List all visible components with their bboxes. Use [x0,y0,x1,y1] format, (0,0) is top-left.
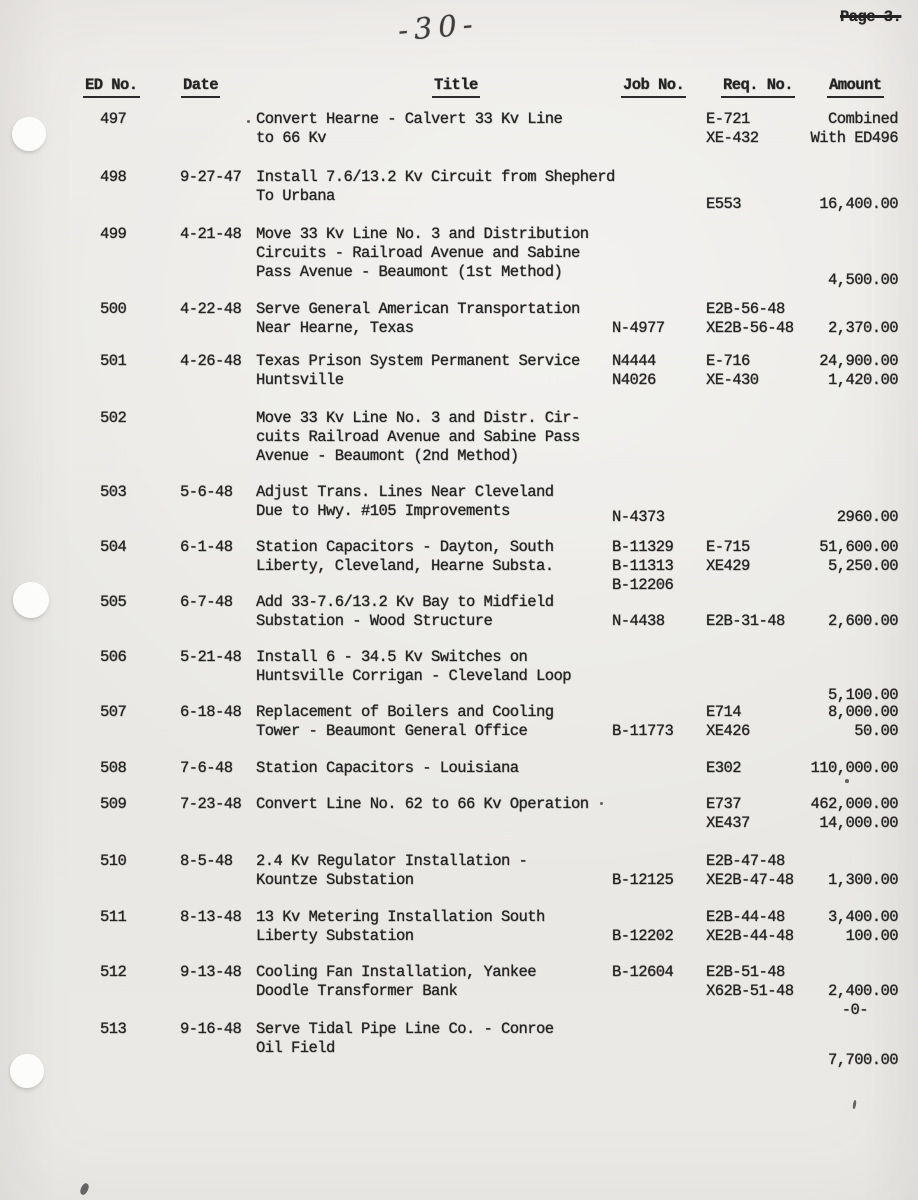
cell-ed [100,483,170,502]
cell-date [180,1020,258,1039]
cell-date [180,225,258,244]
cell-amount [778,300,898,338]
cell-title [256,759,614,778]
cell-title [256,1020,614,1058]
cell-line: 501 [100,352,127,370]
cell-title [256,703,614,741]
cell-line [778,176,898,195]
cell-line: With ED496 [810,129,898,147]
cell-line: Avenue - Beaumont (2nd Method) [256,447,519,465]
cell-line [612,852,706,871]
cell-title [256,648,614,686]
cell-date [180,352,258,371]
cell-line: 5-21-48 [180,648,242,666]
cell-ed [100,352,170,371]
cell-ed [100,759,170,778]
cell-line: Station Capacitors - Louisiana [256,759,519,777]
cell-line: 2.4 Kv Regulator Installation - [256,852,528,870]
cell-line: 100.00 [845,927,898,945]
punch-hole [10,1054,44,1088]
cell-line: Huntsville [256,371,344,389]
cell-line: 2,400.00 [827,982,898,1000]
cell-job [612,300,706,338]
cell-line: Due to Hwy. #105 Improvements [256,502,510,520]
column-header-job: Job No. [621,76,686,98]
cell-line: 505 [100,593,127,611]
cell-title [256,225,614,282]
cell-job [612,963,706,982]
cell-line: Convert Hearne - Calvert 33 Kv Line [256,110,563,128]
cell-line: 3,400.00 [827,908,898,926]
cell-line: 1,300.00 [827,871,898,889]
cell-line: 2960.00 [836,508,898,526]
cell-line: XE429 [706,557,750,575]
cell-line [778,852,898,871]
column-header-ed: ED No. [83,76,140,98]
cell-ed [100,225,170,244]
cell-line: 510 [100,852,127,870]
cell-line: XE2B-44-48 [706,927,794,945]
cell-line: 509 [100,795,127,813]
cell-line: XE2B-56-48 [706,319,794,337]
cell-line: E-716 [706,352,750,370]
cell-amount [778,489,898,527]
cell-ed [100,648,170,667]
ink-speck [79,1182,90,1196]
cell-amount [778,703,898,741]
cell-line: E-715 [706,538,750,556]
cell-job [612,908,706,946]
cell-line: 7-23-48 [180,795,242,813]
cell-line: N4444 [612,352,656,370]
cell-line: Doodle Transformer Bank [256,982,458,1000]
cell-line [778,489,898,508]
handwritten-page-number: -30- [396,6,480,48]
cell-job [612,852,706,890]
ink-speck [852,1100,857,1109]
cell-line [612,300,706,319]
cell-line: E302 [706,759,742,777]
cell-line: Station Capacitors - Dayton, South [256,538,554,556]
cell-line [612,703,706,722]
cell-amount [778,648,898,705]
cell-title [256,483,614,521]
cell-title [256,168,614,206]
cell-line: 5-6-48 [180,483,233,501]
cell-line: 4-26-48 [180,352,242,370]
cell-line [778,593,898,612]
cell-line: Install 6 - 34.5 Kv Switches on [256,648,528,666]
punch-hole [12,117,46,151]
cell-line: XE437 [706,814,750,832]
cell-line: 24,900.00 [819,352,898,370]
cell-line: 9-27-47 [180,168,242,186]
cell-date [180,648,258,667]
cell-ed [100,300,170,319]
cell-ed [100,1020,170,1039]
cell-ed [100,409,170,428]
cell-title [256,409,614,466]
cell-title [256,300,614,338]
cell-amount [778,908,898,946]
cell-line: 8-5-48 [180,852,233,870]
cell-amount [778,233,898,290]
cell-amount [778,759,898,778]
cell-line [778,648,898,667]
typed-page-label-struck: Page 3. [840,8,902,26]
cell-date [180,852,258,871]
cell-line: Add 33-7.6/13.2 Kv Bay to Midfield [256,593,554,611]
cell-line: 9-13-48 [180,963,242,981]
cell-line: N-4977 [612,319,665,337]
cell-amount [778,110,898,148]
column-header-date: Date [181,76,220,98]
cell-line: B-12206 [612,576,674,594]
cell-line: 513 [100,1020,127,1038]
cell-line: Combined [827,110,898,128]
cell-ed [100,703,170,722]
cell-line: E2B-51-48 [706,963,785,981]
cell-line: Substation - Wood Structure [256,612,493,630]
column-header-title: Title [432,76,480,98]
cell-amount [778,1013,898,1070]
cell-line: Replacement of Boilers and Cooling [256,703,554,721]
cell-date [180,795,258,814]
cell-line: XE426 [706,722,750,740]
cell-line: Kountze Substation [256,871,414,889]
cell-job [612,593,706,631]
cell-line: 512 [100,963,127,981]
cell-line: Circuits - Railroad Avenue and Sabine [256,244,580,262]
cell-date [180,168,258,187]
cell-ed [100,963,170,982]
cell-line: 503 [100,483,127,501]
cell-line: 4-22-48 [180,300,242,318]
cell-line: Install 7.6/13.2 Kv Circuit from Shepherd [256,168,615,186]
cell-line: To Urbana [256,187,335,205]
cell-date [180,538,258,557]
cell-line: Liberty, Cleveland, Hearne Substa. [256,557,554,575]
cell-line: 13 Kv Metering Installation South [256,908,545,926]
punch-hole [13,582,49,618]
cell-title [256,795,614,814]
cell-line: XE2B-47-48 [706,871,794,889]
cell-amount [778,795,898,833]
cell-line: 6-7-48 [180,593,233,611]
cell-line: E553 [706,195,742,213]
cell-amount [778,593,898,631]
cell-line: 6-1-48 [180,538,233,556]
cell-line: B-12604 [612,963,674,981]
cell-line: 499 [100,225,127,243]
cell-line: Serve General American Transportation [256,300,580,318]
cell-line: 497 [100,110,127,128]
cell-line: 507 [100,703,127,721]
cell-line: 2,600.00 [827,612,898,630]
cell-line: 7-6-48 [180,759,233,777]
cell-line: B-12202 [612,927,674,945]
cell-line: B-11313 [612,557,674,575]
cell-line: 8,000.00 [827,703,898,721]
cell-title [256,110,614,148]
cell-line [778,1032,898,1051]
cell-job [612,538,706,595]
cell-line: XE-430 [706,371,759,389]
cell-title [256,593,614,631]
cell-line: Oil Field [256,1039,335,1057]
cell-line [778,300,898,319]
cell-line: E2B-44-48 [706,908,785,926]
cell-date [180,963,258,982]
cell-line: 4-21-48 [180,225,242,243]
cell-line: Move 33 Kv Line No. 3 and Distribution [256,225,589,243]
cell-line: 1,420.00 [827,371,898,389]
cell-line: N-4438 [612,612,665,630]
cell-ed [100,168,170,187]
cell-amount [778,963,898,1020]
cell-line: -0- [841,1001,868,1019]
cell-line: Convert Line No. 62 to 66 Kv Operation [256,795,589,813]
cell-line: 51,600.00 [819,538,898,556]
cell-line: XE-432 [706,129,759,147]
cell-line [778,233,898,252]
cell-line: Tower - Beaumont General Office [256,722,528,740]
cell-job [612,489,706,527]
cell-line: B-12125 [612,871,674,889]
cell-line: 506 [100,648,127,666]
cell-line: 502 [100,409,127,427]
cell-date [180,703,258,722]
cell-date [180,908,258,927]
cell-line: 508 [100,759,127,777]
cell-line: to 66 Kv [256,129,327,147]
ink-speck [247,120,250,123]
column-header-amount: Amount [827,76,884,98]
cell-title [256,538,614,576]
cell-line: E737 [706,795,742,813]
cell-line: 462,000.00 [810,795,898,813]
cell-line: E2B-47-48 [706,852,785,870]
cell-line: 6-18-48 [180,703,242,721]
cell-date [180,300,258,319]
cell-ed [100,593,170,612]
cell-title [256,963,614,1001]
cell-ed [100,795,170,814]
cell-line [778,667,898,686]
column-header-req: Req. No. [721,76,795,98]
cell-line: 4,500.00 [827,271,898,289]
cell-line: Texas Prison System Permanent Service [256,352,580,370]
cell-line: 5,250.00 [827,557,898,575]
cell-line: E-721 [706,110,750,128]
cell-line: Huntsville Corrigan - Cleveland Loop [256,667,572,685]
cell-ed [100,110,170,129]
cell-line: 50.00 [854,722,898,740]
ink-speck [845,779,849,783]
cell-line: 16,400.00 [819,195,898,213]
cell-line [612,489,706,508]
cell-line: Near Hearne, Texas [256,319,414,337]
cell-line [778,252,898,271]
cell-line: N4026 [612,371,656,389]
cell-line: 504 [100,538,127,556]
cell-date [180,593,258,612]
cell-line [612,908,706,927]
cell-ed [100,852,170,871]
cell-line: Liberty Substation [256,927,414,945]
cell-line: X62B-51-48 [706,982,794,1000]
cell-line: 5,100.00 [827,686,898,704]
cell-job [612,352,706,390]
cell-line [612,593,706,612]
cell-date [180,759,258,778]
cell-line: B-11773 [612,722,674,740]
cell-line: 511 [100,908,127,926]
cell-line: E714 [706,703,742,721]
cell-line: cuits Railroad Avenue and Sabine Pass [256,428,580,446]
cell-line: 500 [100,300,127,318]
cell-ed [100,908,170,927]
cell-amount [778,852,898,890]
cell-line: 110,000.00 [810,759,898,777]
cell-line: Move 33 Kv Line No. 3 and Distr. Cir- [256,409,580,427]
cell-line: E2B-31-48 [706,612,785,630]
cell-line [778,963,898,982]
cell-line: N-4373 [612,508,665,526]
cell-line: 14,000.00 [819,814,898,832]
cell-line: Adjust Trans. Lines Near Cleveland [256,483,554,501]
cell-title [256,908,614,946]
cell-line: Cooling Fan Installation, Yankee [256,963,537,981]
cell-line: Pass Avenue - Beaumont (1st Method) [256,263,563,281]
cell-job [612,703,706,741]
cell-line: 7,700.00 [827,1051,898,1069]
cell-line: 8-13-48 [180,908,242,926]
cell-title [256,852,614,890]
cell-line: B-11329 [612,538,674,556]
cell-title [256,352,614,390]
cell-amount [778,538,898,576]
cell-ed [100,538,170,557]
cell-date [180,483,258,502]
cell-line: 498 [100,168,127,186]
table-header-row [0,76,918,96]
cell-line: 2,370.00 [827,319,898,337]
cell-line: Serve Tidal Pipe Line Co. - Conroe [256,1020,554,1038]
cell-line: 9-16-48 [180,1020,242,1038]
ink-speck [600,802,603,805]
cell-line: E2B-56-48 [706,300,785,318]
cell-amount [778,176,898,214]
cell-line [778,1013,898,1032]
cell-amount [778,352,898,390]
